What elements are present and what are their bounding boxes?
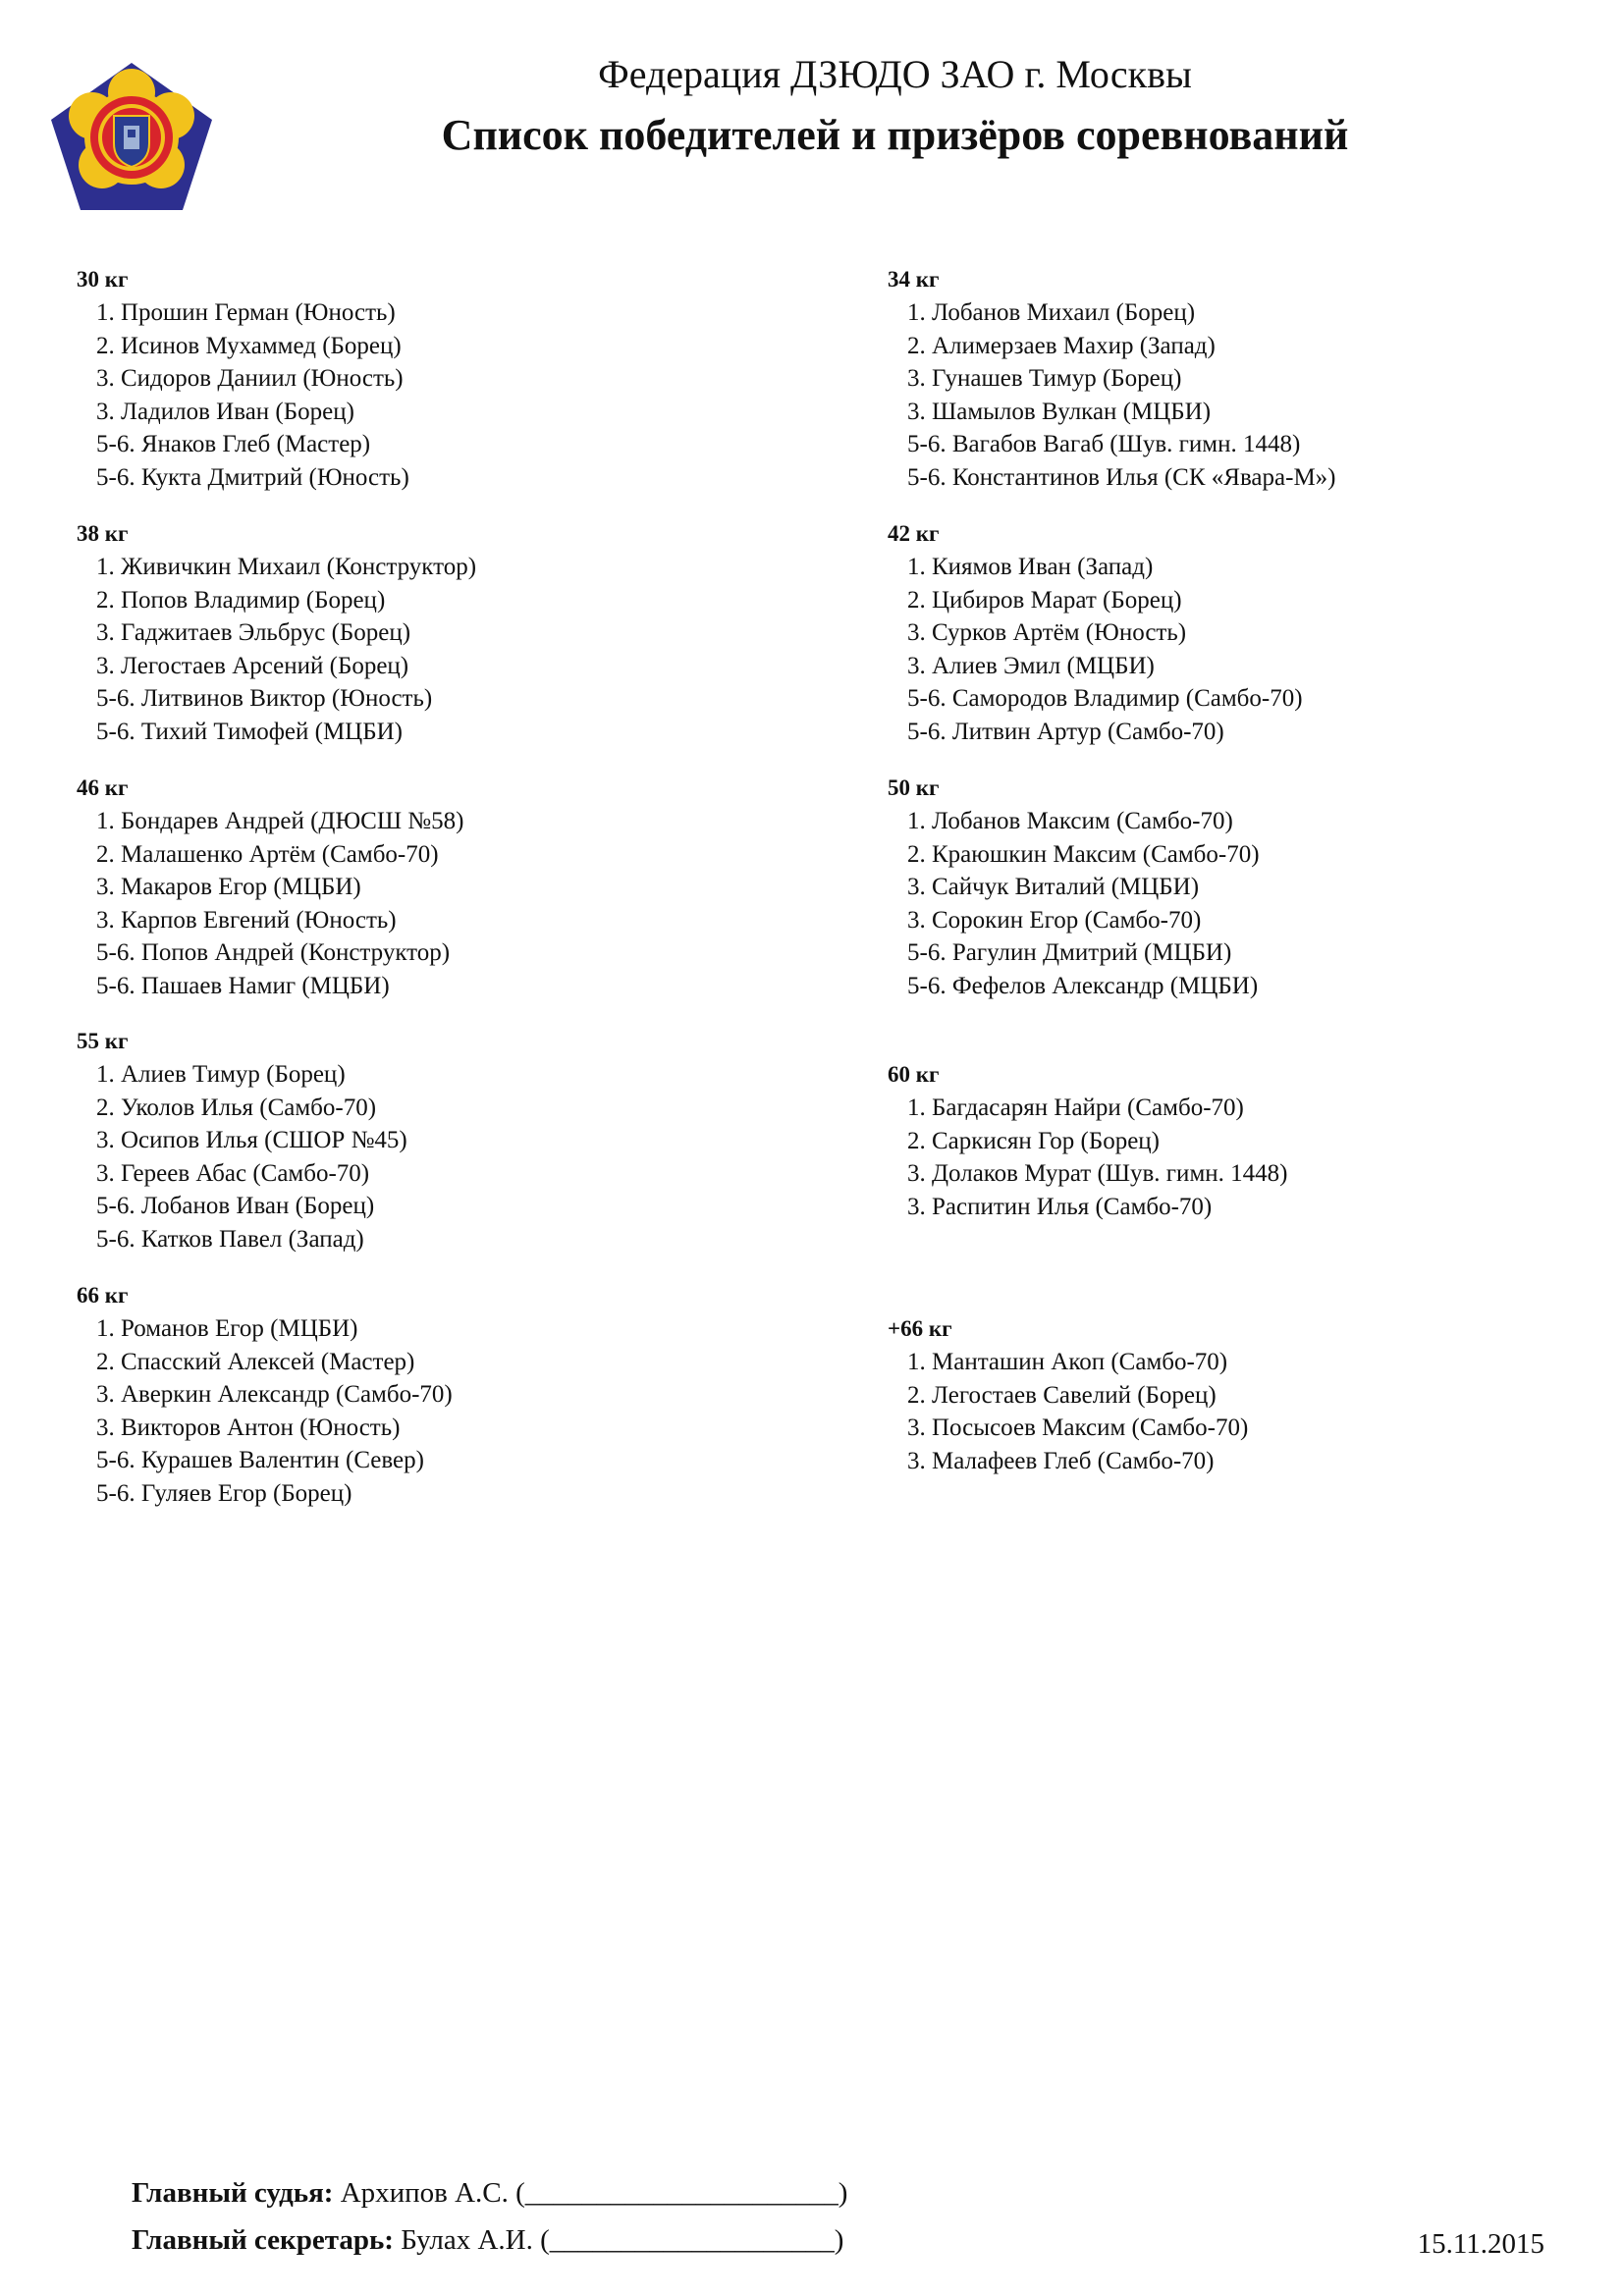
list-item: 5-6. Константинов Илья (СК «Явара-М») [907,463,1336,491]
category-title: 30 кг [77,267,129,292]
category-30kg [77,263,409,495]
federation-name: Федерация ДЗЮДО ЗАО г. Москвы [598,52,1192,96]
category-title: +66 кг [888,1316,952,1341]
list-item: 3. Долаков Мурат (Шув. гимн. 1448) [907,1160,1288,1188]
list-item: 3. Аверкин Александр (Самбо-70) [96,1381,453,1409]
list-item: 2. Цибиров Марат (Борец) [907,586,1182,614]
chief-secretary-label: Главный секретарь: [132,2224,394,2256]
chief-secretary-line [132,2216,1545,2264]
category-42kg [888,517,1303,749]
list-item: 1. Бондарев Андрей (ДЮСШ №58) [96,808,464,834]
category-title: 34 кг [888,267,940,292]
list-item: 3. Гунашев Тимур (Борец) [907,365,1182,393]
chief-judge-label: Главный судья: [132,2177,334,2209]
list-item: 1. Романов Егор (МЦБИ) [96,1315,358,1342]
list-item: 5-6. Попов Андрей (Конструктор) [96,939,451,967]
list-item: 5-6. Тихий Тимофей (МЦБИ) [96,718,403,745]
list-item: 3. Викторов Антон (Юность) [96,1414,401,1441]
list-item: 5-6. Литвин Артур (Самбо-70) [907,718,1224,745]
page-title: Список победителей и призёров соревнований [441,111,1349,159]
list-item: 5-6. Рагулин Дмитрий (МЦБИ) [907,939,1232,967]
category-66kg [77,1279,453,1511]
list-item: 5-6. Янаков Глеб (Мастер) [96,431,371,458]
list-item: 3. Ладилов Иван (Борец) [96,398,354,425]
list-item: 5-6. Катков Павел (Запад) [96,1225,364,1253]
list-item: 5-6. Лобанов Иван (Борец) [96,1193,375,1220]
list-item: 5-6. Литвинов Виктор (Юность) [96,685,433,713]
category-title: 50 кг [888,775,940,800]
category-46kg [77,772,463,1003]
list-item: 5-6. Вагабов Вагаб (Шув. гимн. 1448) [907,431,1301,458]
list-item: 5-6. Кукта Дмитрий (Юность) [96,463,409,491]
list-item: 3. Гаджитаев Эльбрус (Борец) [96,619,411,647]
list-item: 1. Манташин Акоп (Самбо-70) [907,1349,1228,1375]
list-item: 3. Сорокин Егор (Самбо-70) [907,906,1202,934]
list-item: 3. Макаров Егор (МЦБИ) [96,874,361,901]
list-item: 1. Лобанов Михаил (Борец) [907,299,1196,326]
category-50kg [888,772,1260,1003]
list-item: 2. Легостаев Савелий (Борец) [907,1381,1217,1409]
category-38kg [77,517,476,749]
list-item: 1. Лобанов Максим (Самбо-70) [907,808,1233,834]
list-item: 5-6. Пашаев Намиг (МЦБИ) [96,972,390,999]
category-title: 55 кг [77,1029,129,1053]
category-55kg [77,1025,407,1256]
list-item: 3. Гереев Абас (Самбо-70) [96,1159,370,1187]
chief-judge-value: Архипов А.С. (______________________) [340,2177,848,2209]
document-date: 15.11.2015 [1417,2228,1544,2260]
list-item: 3. Посысоев Максим (Самбо-70) [907,1415,1249,1442]
list-item: 2. Попов Владимир (Борец) [96,586,386,614]
list-item: 3. Шамылов Вулкан (МЦБИ) [907,398,1212,425]
list-item: 2. Малашенко Артём (Самбо-70) [96,840,439,868]
list-item: 3. Алиев Эмил (МЦБИ) [907,652,1155,679]
list-item: 1. Киямов Иван (Запад) [907,554,1154,580]
list-item: 3. Карпов Евгений (Юность) [96,906,397,934]
list-item: 1. Прошин Герман (Юность) [96,299,396,326]
signatures [132,2169,1545,2264]
category-title: 60 кг [888,1062,940,1087]
list-item: 2. Исинов Мухаммед (Борец) [96,332,402,359]
list-item: 3. Сайчук Виталий (МЦБИ) [907,874,1200,901]
category-title: 66 кг [77,1283,129,1308]
list-item: 2. Краюшкин Максим (Самбо-70) [907,840,1260,868]
list-item: 5-6. Гуляев Егор (Борец) [96,1479,352,1507]
list-item: 5-6. Фефелов Александр (МЦБИ) [907,972,1259,999]
category-plus66kg [888,1312,1248,1477]
list-item: 3. Сидоров Даниил (Юность) [96,365,404,393]
list-item: 3. Осипов Илья (СШОР №45) [96,1127,407,1154]
chief-secretary-value: Булах А.И. (____________________) [401,2224,844,2256]
category-60kg [888,1058,1287,1223]
category-title: 42 кг [888,521,940,546]
list-item: 5-6. Курашев Валентин (Север) [96,1447,424,1474]
list-item: 2. Спасский Алексей (Мастер) [96,1348,415,1375]
list-item: 2. Уколов Илья (Самбо-70) [96,1094,377,1121]
list-item: 3. Легостаев Арсений (Борец) [96,652,409,679]
list-item: 1. Багдасарян Найри (Самбо-70) [907,1095,1244,1121]
chief-judge-line [132,2169,1545,2216]
category-34kg [888,263,1336,495]
page-header [0,47,1623,165]
list-item: 2. Саркисян Гор (Борец) [907,1127,1161,1154]
list-item: 1. Алиев Тимур (Борец) [96,1061,346,1088]
list-item: 2. Алимерзаев Махир (Запад) [907,332,1216,359]
category-title: 46 кг [77,775,129,800]
list-item: 3. Распитин Илья (Самбо-70) [907,1193,1213,1220]
list-item: 5-6. Самородов Владимир (Самбо-70) [907,685,1303,713]
list-item: 1. Живичкин Михаил (Конструктор) [96,554,477,580]
category-title: 38 кг [77,521,129,546]
list-item: 3. Малафеев Глеб (Самбо-70) [907,1447,1215,1474]
list-item: 3. Сурков Артём (Юность) [907,619,1187,647]
